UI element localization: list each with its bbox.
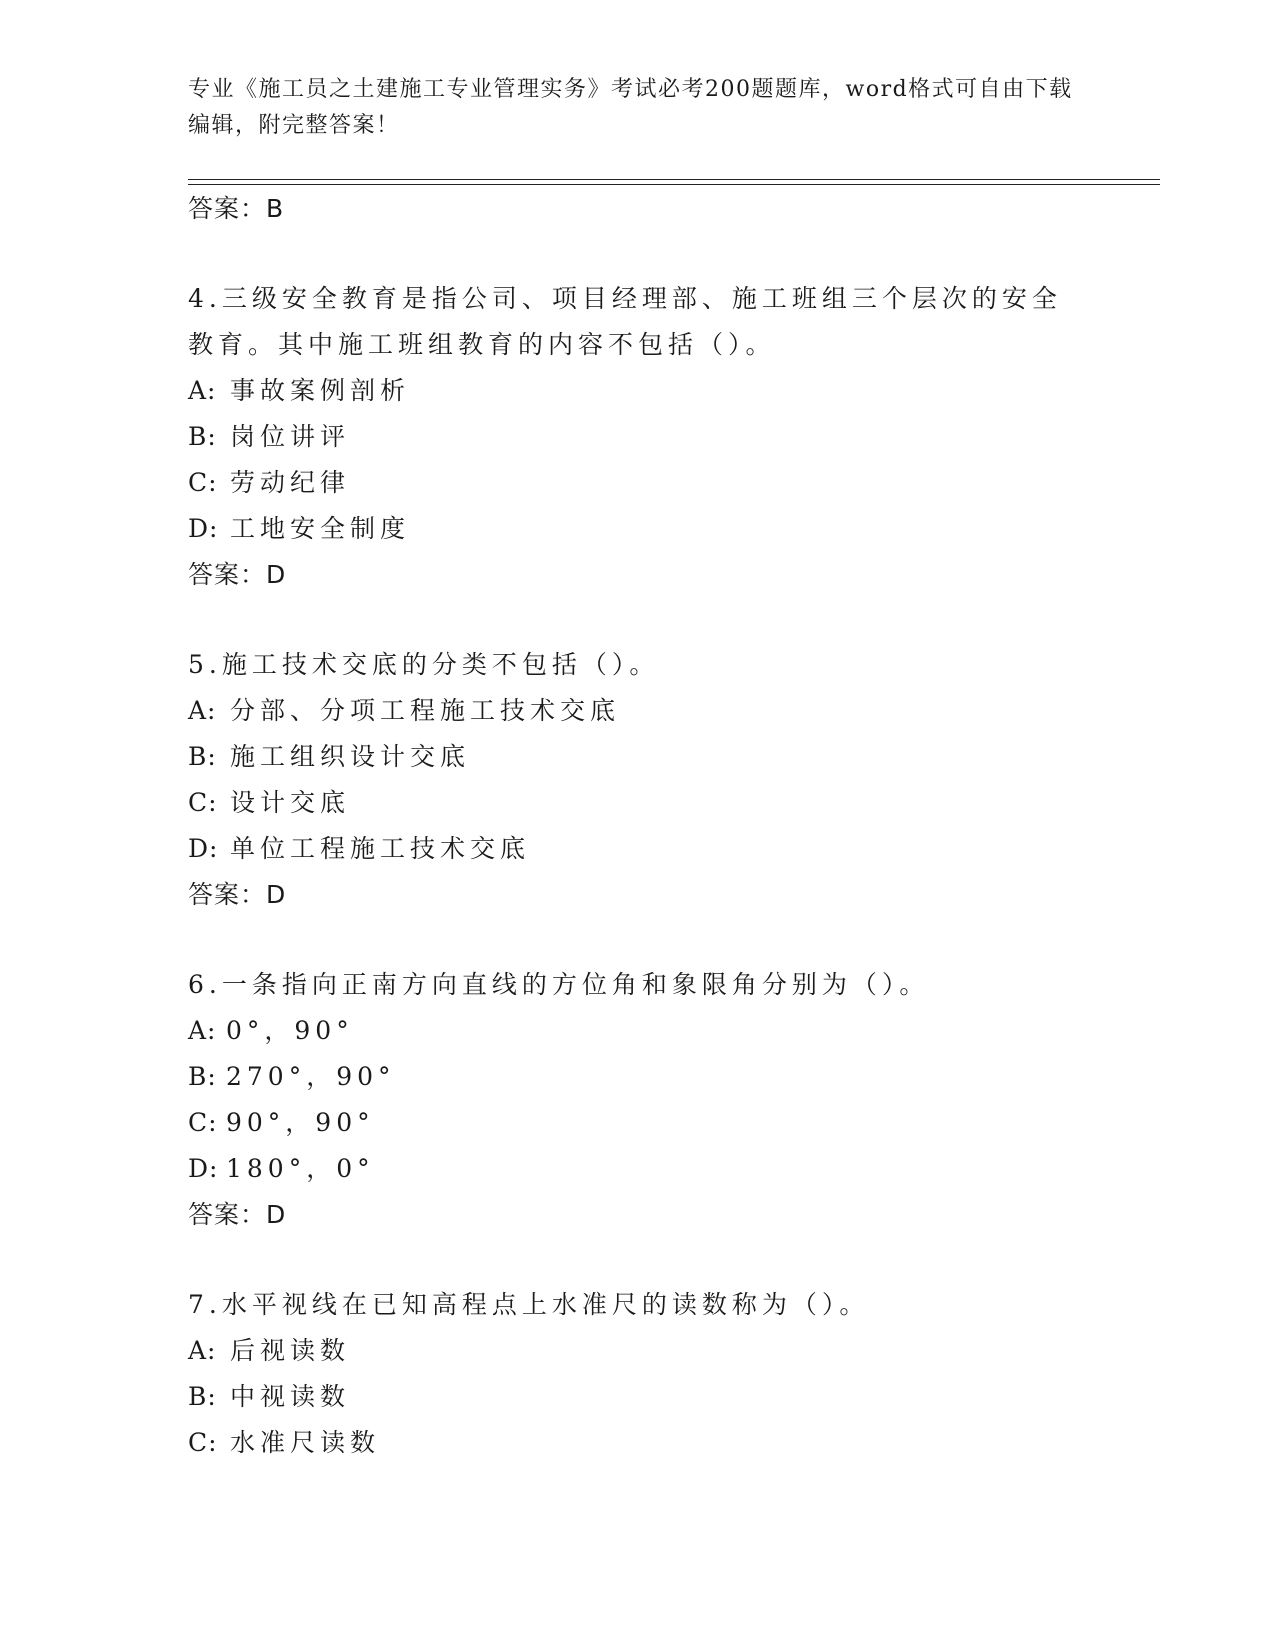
option-text: 单位工程施工技术交底 — [230, 834, 531, 863]
option-c — [188, 780, 1088, 826]
option-text: 分部、分项工程施工技术交底 — [230, 696, 621, 725]
option-text: 后视读数 — [230, 1336, 351, 1365]
question-stem: 4.三级安全教育是指公司、项目经理部、施工班组三个层次的安全教育。其中施工班组教育的内容不包括（）。 — [188, 284, 1062, 359]
option-text: 工地安全制度 — [230, 514, 411, 543]
question-stem: 7.水平视线在已知高程点上水准尺的读数称为（）。 — [188, 1290, 870, 1319]
page-header — [188, 72, 1088, 144]
header-divider — [188, 179, 1160, 185]
answer-line: 答案：B — [188, 194, 285, 223]
option-letter: B: — [188, 742, 217, 771]
option-letter: B: — [188, 422, 217, 451]
option-a — [188, 688, 1088, 734]
option-letter: D: — [188, 834, 219, 863]
question-6 — [188, 962, 1088, 1238]
option-a — [188, 1008, 1088, 1054]
option-letter: C: — [188, 1108, 218, 1137]
option-c — [188, 1100, 1088, 1146]
question-stem: 6.一条指向正南方向直线的方位角和象限角分别为（）。 — [188, 970, 930, 999]
option-text: 0°，90° — [226, 1016, 354, 1045]
option-text: 270°，90° — [226, 1062, 396, 1091]
question-5 — [188, 642, 1088, 918]
answer-line: 答案：D — [188, 880, 287, 909]
option-letter: A: — [188, 1336, 217, 1365]
option-d — [188, 506, 1088, 552]
option-letter: A: — [188, 696, 217, 725]
document-body — [188, 186, 1088, 1466]
option-letter: A: — [188, 376, 217, 405]
option-c — [188, 1420, 1088, 1466]
answer-line: 答案：D — [188, 560, 287, 589]
option-a — [188, 368, 1088, 414]
option-letter: D: — [188, 1154, 219, 1183]
option-b — [188, 1374, 1088, 1420]
option-text: 设计交底 — [230, 788, 351, 817]
option-text: 中视读数 — [230, 1382, 351, 1411]
option-c — [188, 460, 1088, 506]
question-stem: 5.施工技术交底的分类不包括（）。 — [188, 650, 660, 679]
option-text: 180°，0° — [226, 1154, 375, 1183]
option-letter: B: — [188, 1382, 217, 1411]
option-letter: D: — [188, 514, 219, 543]
option-b — [188, 734, 1088, 780]
option-letter: C: — [188, 1428, 218, 1457]
option-d — [188, 1146, 1088, 1192]
option-letter: C: — [188, 788, 218, 817]
answer-line: 答案：D — [188, 1200, 287, 1229]
option-text: 施工组织设计交底 — [230, 742, 471, 771]
option-text: 事故案例剖析 — [230, 376, 411, 405]
header-text: 专业《施工员之土建施工专业管理实务》考试必考200题题库，word格式可自由下载编辑，附完整答案！ — [188, 77, 1073, 138]
option-letter: C: — [188, 468, 218, 497]
option-letter: A: — [188, 1016, 217, 1045]
option-text: 岗位讲评 — [230, 422, 351, 451]
option-text: 劳动纪律 — [230, 468, 351, 497]
option-text: 水准尺读数 — [230, 1428, 381, 1457]
question-7 — [188, 1282, 1088, 1466]
question-4 — [188, 276, 1088, 598]
option-letter: B: — [188, 1062, 217, 1091]
option-a — [188, 1328, 1088, 1374]
option-text: 90°，90° — [226, 1108, 375, 1137]
option-d — [188, 826, 1088, 872]
option-b — [188, 414, 1088, 460]
option-b — [188, 1054, 1088, 1100]
